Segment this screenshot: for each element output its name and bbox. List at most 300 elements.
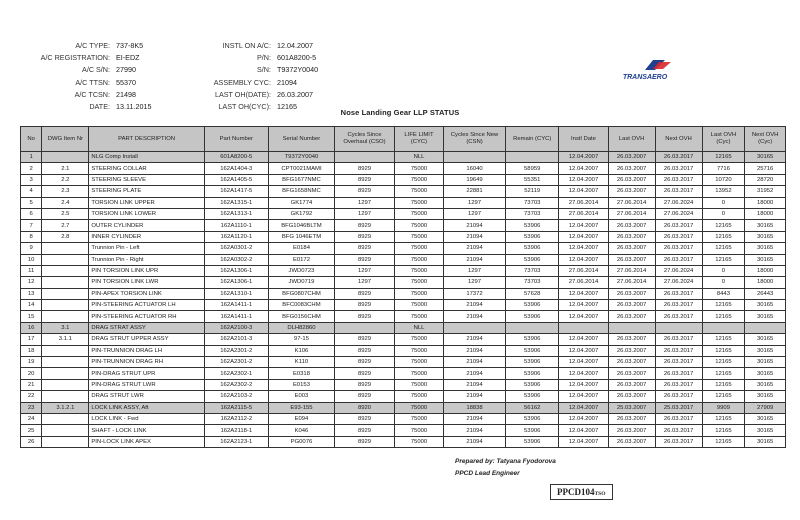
table-cell: 73703 (506, 208, 559, 219)
table-cell: 53906 (506, 220, 559, 231)
table-cell: 21094 (444, 334, 506, 345)
table-cell: 30165 (745, 391, 786, 402)
table-cell: 27.06.2014 (608, 277, 655, 288)
table-cell: 97-15 (268, 334, 334, 345)
table-cell: TORSION LINK UPPER (89, 197, 204, 208)
table-cell: 162A2115-5 (204, 402, 268, 413)
table-cell: 1297 (335, 208, 395, 219)
table-row (21, 288, 786, 299)
table-cell: 162A0301-2 (204, 243, 268, 254)
table-cell: 26.03.2017 (655, 231, 702, 242)
table-cell: 26.03.2017 (655, 288, 702, 299)
info-label: DATE: (89, 102, 110, 112)
table-cell: 12165 (702, 368, 745, 379)
table-cell: 8929 (335, 334, 395, 345)
table-cell: 1297 (335, 265, 395, 276)
table-cell: INNER CYLINDER (89, 231, 204, 242)
table-row (21, 254, 786, 265)
table-cell: 12.04.2007 (559, 174, 608, 185)
table-cell (745, 322, 786, 333)
info-value: T9372Y0040 (277, 65, 319, 75)
table-cell: 12 (21, 277, 42, 288)
table-cell: 26.03.2007 (608, 391, 655, 402)
table-cell: PG0076 (268, 436, 334, 447)
table-row (21, 311, 786, 322)
table-cell: 26.03.2007 (608, 368, 655, 379)
info-label: LAST OH(CYC): (218, 102, 271, 112)
table-cell: 10 (21, 254, 42, 265)
table-cell: 75000 (394, 300, 443, 311)
table-cell: 21094 (444, 254, 506, 265)
table-cell: E094 (268, 413, 334, 424)
table-cell: 8929 (335, 243, 395, 254)
table-cell: BFG 1046ETM (268, 231, 334, 242)
table-cell: 27.06.2014 (559, 265, 608, 276)
table-cell: 26.03.2007 (608, 379, 655, 390)
table-cell: 30165 (745, 413, 786, 424)
info-row (190, 89, 318, 101)
table-cell: 75000 (394, 174, 443, 185)
table-cell: 16 (21, 322, 42, 333)
table-cell: 12.04.2007 (559, 288, 608, 299)
table-cell: 27.06.2024 (655, 208, 702, 219)
table-cell: 162A1120-1 (204, 231, 268, 242)
table-cell: 26.03.2017 (655, 436, 702, 447)
info-value: 13.11.2015 (116, 102, 152, 112)
table-cell: 1297 (335, 277, 395, 288)
table-cell: 26.03.2017 (655, 379, 702, 390)
table-cell: DRAG STRUT LWR (89, 391, 204, 402)
table-cell: 12165 (702, 436, 745, 447)
table-cell (335, 322, 395, 333)
table-cell: 2.5 (42, 208, 89, 219)
table-cell: 21094 (444, 436, 506, 447)
table-row (21, 277, 786, 288)
table-cell: 10720 (702, 174, 745, 185)
table-row (21, 152, 786, 163)
table-cell: 162A2118-1 (204, 425, 268, 436)
table-cell: 15 (21, 311, 42, 322)
table-cell: 162A2301-2 (204, 345, 268, 356)
table-row (21, 220, 786, 231)
info-label: A/C REGISTRATION: (40, 53, 110, 63)
table-cell: 12165 (702, 300, 745, 311)
info-value: 601A8200-5 (277, 53, 317, 63)
table-cell: 75000 (394, 311, 443, 322)
table-cell: 21094 (444, 357, 506, 368)
column-header: Next OVH (655, 127, 702, 152)
table-cell: TORSION LINK LOWER (89, 208, 204, 219)
table-cell: 30165 (745, 425, 786, 436)
table-cell: 162A1404-3 (204, 163, 268, 174)
table-cell: 162A2123-1 (204, 436, 268, 447)
table-cell: 8929 (335, 186, 395, 197)
table-cell: 12.04.2007 (559, 436, 608, 447)
table-cell: 1297 (444, 197, 506, 208)
table-cell: 27.06.2024 (655, 197, 702, 208)
table-cell: 28720 (745, 174, 786, 185)
table-cell: 75000 (394, 243, 443, 254)
table-cell: SHAFT - LOCK LINK (89, 425, 204, 436)
info-label: A/C TYPE: (75, 41, 110, 50)
info-value: 27990 (116, 65, 136, 75)
info-row (190, 77, 318, 89)
installation-info-block (190, 40, 318, 113)
table-cell: 26.03.2007 (608, 152, 655, 163)
table-cell: 8920 (335, 402, 395, 413)
table-cell: 26.03.2007 (608, 174, 655, 185)
table-cell: 8929 (335, 425, 395, 436)
table-cell: OUTER CYLINDER (89, 220, 204, 231)
table-cell: Trunnion Pin - Right (89, 254, 204, 265)
table-cell (42, 345, 89, 356)
table-cell: 26.03.2007 (608, 425, 655, 436)
table-cell: 12.04.2007 (559, 334, 608, 345)
table-cell: E0184 (268, 243, 334, 254)
table-cell: 12165 (702, 311, 745, 322)
table-cell: 8929 (335, 288, 395, 299)
table-cell: 75000 (394, 220, 443, 231)
table-cell: 18000 (745, 277, 786, 288)
table-cell: 26.03.2017 (655, 243, 702, 254)
table-cell: 18000 (745, 197, 786, 208)
table-cell (444, 322, 506, 333)
table-cell: 12.04.2007 (559, 368, 608, 379)
table-cell: 12.04.2007 (559, 254, 608, 265)
table-cell: 75000 (394, 186, 443, 197)
table-cell (42, 288, 89, 299)
table-cell: 6 (21, 208, 42, 219)
table-cell: BFG1658NMC (268, 186, 334, 197)
table-cell: 53906 (506, 345, 559, 356)
table-cell: 12165 (702, 231, 745, 242)
table-cell: 26.03.2017 (655, 174, 702, 185)
table-cell: 1297 (444, 277, 506, 288)
table-cell: 26.03.2017 (655, 425, 702, 436)
ppcd-stamp (550, 484, 613, 500)
table-cell: 75000 (394, 265, 443, 276)
table-row (21, 345, 786, 356)
table-cell: 2.4 (42, 197, 89, 208)
table-cell: 75000 (394, 368, 443, 379)
table-cell: 8443 (702, 288, 745, 299)
table-cell: 21094 (444, 413, 506, 424)
info-value: 55370 (116, 77, 136, 87)
table-cell: 26.03.2007 (608, 243, 655, 254)
table-cell: 1297 (335, 197, 395, 208)
table-cell: DLH82860 (268, 322, 334, 333)
table-cell: 26.03.2017 (655, 254, 702, 265)
table-cell: 75000 (394, 436, 443, 447)
info-row (190, 64, 318, 76)
table-cell: 26.03.2017 (655, 334, 702, 345)
table-cell: 4 (21, 186, 42, 197)
table-cell: 12165 (702, 379, 745, 390)
info-row (18, 52, 151, 64)
info-label: P/N: (257, 53, 271, 63)
table-cell: 162A1110-1 (204, 220, 268, 231)
table-cell: PIN TORSION LINK UPR (89, 265, 204, 276)
info-value: EI-EDZ (116, 53, 140, 63)
table-cell: 162A2302-1 (204, 368, 268, 379)
table-row (21, 334, 786, 345)
table-cell: 3.1.2.1 (42, 402, 89, 413)
table-cell: 18000 (745, 208, 786, 219)
table-row (21, 208, 786, 219)
table-cell: 18838 (444, 402, 506, 413)
info-label: A/C TCSN: (74, 89, 110, 99)
table-cell: 75000 (394, 208, 443, 219)
info-row (18, 89, 151, 101)
info-label: A/C S/N: (82, 65, 110, 75)
table-cell: PIN-APEX TORSION LINK (89, 288, 204, 299)
table-cell: 21094 (444, 311, 506, 322)
table-cell: 13952 (702, 186, 745, 197)
table-cell: 26 (21, 436, 42, 447)
table-cell: 8929 (335, 357, 395, 368)
table-cell: 21094 (444, 425, 506, 436)
info-value: 21498 (116, 89, 136, 99)
table-cell: 0 (702, 208, 745, 219)
table-cell: 73703 (506, 197, 559, 208)
table-cell: 21094 (444, 368, 506, 379)
table-cell: 8929 (335, 220, 395, 231)
table-cell: 75000 (394, 254, 443, 265)
column-header: Serial Number (268, 127, 334, 152)
table-cell: 7716 (702, 163, 745, 174)
table-cell: 52119 (506, 186, 559, 197)
table-cell: 8929 (335, 436, 395, 447)
table-cell: 1 (21, 152, 42, 163)
table-cell: 26.03.2007 (608, 357, 655, 368)
table-cell: 12.04.2007 (559, 345, 608, 356)
table-cell: 162A1405-5 (204, 174, 268, 185)
info-value: 26.03.2007 (277, 89, 313, 99)
table-cell: 162A1411-1 (204, 300, 268, 311)
table-cell: 26.03.2017 (655, 368, 702, 379)
table-cell: 75000 (394, 231, 443, 242)
table-cell: 14 (21, 300, 42, 311)
table-cell: NLL (394, 152, 443, 163)
table-cell: 12.04.2007 (559, 425, 608, 436)
table-cell: GK1774 (268, 197, 334, 208)
table-cell: 12.04.2007 (559, 391, 608, 402)
table-cell (506, 322, 559, 333)
table-cell: 8929 (335, 231, 395, 242)
table-cell: 7 (21, 220, 42, 231)
table-cell: 8929 (335, 391, 395, 402)
table-cell: 53906 (506, 413, 559, 424)
table-cell: STEERING COLLAR (89, 163, 204, 174)
table-cell: 1297 (444, 265, 506, 276)
table-cell: 162A1306-1 (204, 277, 268, 288)
table-cell: 23 (21, 402, 42, 413)
table-cell: PIN-TRUNNION DRAG LH (89, 345, 204, 356)
table-cell: DRAG STRAT ASSY (89, 322, 204, 333)
table-cell: PIN-DRAG STRUT LWR (89, 379, 204, 390)
table-cell: 17372 (444, 288, 506, 299)
info-value: 12.04.2007 (277, 41, 313, 50)
table-row (21, 197, 786, 208)
table-row (21, 402, 786, 413)
table-cell: 25.03.2007 (608, 402, 655, 413)
table-cell: 75000 (394, 413, 443, 424)
table-cell (42, 436, 89, 447)
table-cell: 21094 (444, 379, 506, 390)
table-cell: 30165 (745, 379, 786, 390)
info-value: 12165 (277, 102, 297, 112)
table-row (21, 174, 786, 185)
table-cell: 12.04.2007 (559, 220, 608, 231)
column-header: Last OVH (608, 127, 655, 152)
table-cell: 53906 (506, 357, 559, 368)
table-cell: 8929 (335, 379, 395, 390)
table-cell: 162A0302-2 (204, 254, 268, 265)
table-cell: 53906 (506, 231, 559, 242)
table-cell: 162A2101-3 (204, 334, 268, 345)
table-cell: 17 (21, 334, 42, 345)
table-cell: 12165 (702, 152, 745, 163)
column-header: Cycles Since New (CSN) (444, 127, 506, 152)
column-header: Next OVH (Cyc) (745, 127, 786, 152)
llp-status-table (20, 126, 786, 448)
table-cell: 75000 (394, 391, 443, 402)
table-cell: JWD0723 (268, 265, 334, 276)
info-label: INSTL ON A/C: (222, 41, 271, 50)
table-cell: 26.03.2017 (655, 345, 702, 356)
table-cell: PIN-LOCK LINK APEX (89, 436, 204, 447)
table-cell: 75000 (394, 197, 443, 208)
table-cell: 26.03.2007 (608, 345, 655, 356)
table-cell: 22881 (444, 186, 506, 197)
info-row (18, 77, 151, 89)
table-cell: 24 (21, 413, 42, 424)
stamp-main: PPCD104 (557, 487, 595, 497)
table-row (21, 425, 786, 436)
table-cell: 75000 (394, 425, 443, 436)
table-cell: 26.03.2017 (655, 152, 702, 163)
table-row (21, 436, 786, 447)
column-header: LIFE LIMIT (CYC) (394, 127, 443, 152)
table-cell: 26.03.2007 (608, 254, 655, 265)
table-cell: 30165 (745, 254, 786, 265)
stamp-sub: TSO (594, 491, 606, 497)
table-cell: 30165 (745, 220, 786, 231)
table-cell: 53906 (506, 391, 559, 402)
table-cell: 53906 (506, 243, 559, 254)
table-cell: JWD0719 (268, 277, 334, 288)
table-cell: 12.04.2007 (559, 163, 608, 174)
table-cell: 26.03.2007 (608, 413, 655, 424)
table-cell: 75000 (394, 402, 443, 413)
table-cell: 162A2112-2 (204, 413, 268, 424)
table-cell: 27.06.2014 (608, 208, 655, 219)
table-cell: 21094 (444, 300, 506, 311)
table-cell: K106 (268, 345, 334, 356)
table-cell: 26.03.2007 (608, 436, 655, 447)
table-cell: 25 (21, 425, 42, 436)
table-cell: 26.03.2017 (655, 300, 702, 311)
info-label: A/C TTSN: (75, 77, 110, 87)
table-cell: 26443 (745, 288, 786, 299)
table-cell: 75000 (394, 288, 443, 299)
table-cell: 8 (21, 231, 42, 242)
table-cell: 16040 (444, 163, 506, 174)
table-row (21, 300, 786, 311)
table-cell: 75000 (394, 277, 443, 288)
table-cell (42, 265, 89, 276)
table-cell: 75000 (394, 345, 443, 356)
table-cell: 8929 (335, 254, 395, 265)
table-cell: 12.04.2007 (559, 379, 608, 390)
info-row (190, 40, 318, 52)
table-cell: 26.03.2007 (608, 334, 655, 345)
table-cell: 30165 (745, 300, 786, 311)
table-cell: 2.8 (42, 231, 89, 242)
table-row (21, 243, 786, 254)
column-header: PART DESCRIPTION (89, 127, 204, 152)
table-cell (444, 152, 506, 163)
info-label: LAST OH(DATE): (214, 89, 271, 99)
table-cell: 8929 (335, 163, 395, 174)
table-cell: 8929 (335, 311, 395, 322)
table-cell: 75000 (394, 334, 443, 345)
table-cell: 12165 (702, 391, 745, 402)
table-cell (608, 322, 655, 333)
table-cell: STEERING PLATE (89, 186, 204, 197)
column-header: DWG Item Nr (42, 127, 89, 152)
table-row (21, 391, 786, 402)
table-cell: 162A1306-1 (204, 265, 268, 276)
table-cell: 13 (21, 288, 42, 299)
table-cell: 19 (21, 357, 42, 368)
table-cell: 30165 (745, 231, 786, 242)
table-cell: 8929 (335, 345, 395, 356)
table-cell: 18000 (745, 265, 786, 276)
table-cell: 12165 (702, 425, 745, 436)
table-cell: 12.04.2007 (559, 311, 608, 322)
table-cell: 162A1313-1 (204, 208, 268, 219)
table-cell: 2.3 (42, 186, 89, 197)
table-cell: 8929 (335, 368, 395, 379)
table-cell (42, 368, 89, 379)
table-row (21, 368, 786, 379)
table-cell: 26.03.2007 (608, 231, 655, 242)
prepared-by-signature (455, 456, 556, 480)
logo-text: TRANSAERO (622, 74, 668, 81)
table-row (21, 186, 786, 197)
page-title: Nose Landing Gear LLP STATUS (340, 108, 460, 117)
table-cell: 55351 (506, 174, 559, 185)
table-cell: 30165 (745, 334, 786, 345)
table-cell: 162A1315-1 (204, 197, 268, 208)
table-cell: 18 (21, 345, 42, 356)
table-cell: E0318 (268, 368, 334, 379)
table-cell: 30165 (745, 436, 786, 447)
table-cell: E0172 (268, 254, 334, 265)
prepared-by-line: Prepared by: Tatyana Fyodorova (455, 458, 556, 465)
table-cell: 75000 (394, 379, 443, 390)
table-cell: 27.06.2014 (608, 197, 655, 208)
info-row (190, 52, 318, 64)
table-cell: PIN-DRAG STRUT UPR (89, 368, 204, 379)
table-cell: 8929 (335, 174, 395, 185)
table-cell: 8929 (335, 300, 395, 311)
table-cell: 58959 (506, 163, 559, 174)
info-value: 21094 (277, 77, 297, 87)
table-cell: 12165 (702, 357, 745, 368)
table-cell: 601A8200-5 (204, 152, 268, 163)
